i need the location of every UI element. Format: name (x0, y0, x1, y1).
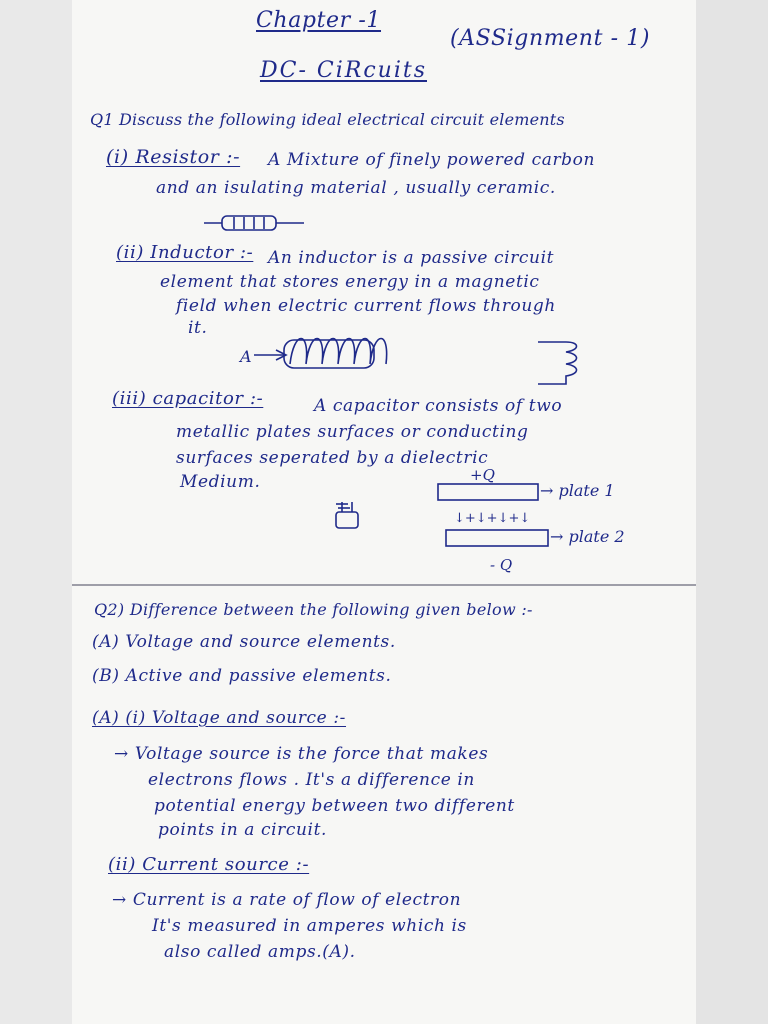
resistor-sketch (204, 216, 304, 230)
resistor-line-1: A Mixture of finely powered carbon (268, 150, 596, 170)
inductor-label: (ii) Inductor :- (116, 242, 254, 263)
voltage-source-line-4: points in a circuit. (158, 820, 328, 840)
current-source-line-2: It's measured in amperes which is (152, 916, 467, 936)
capacitor-line-4: Medium. (180, 472, 261, 492)
page-left-edge (0, 0, 72, 1024)
inductor-terminal-label: A (240, 347, 252, 366)
q2-question: Q2) Difference between the following given below :- (94, 600, 533, 619)
notebook-page (72, 0, 696, 1024)
voltage-source-line-1: → Voltage source is the force that makes (114, 744, 489, 764)
capacitor-plates-sketch (438, 466, 625, 574)
charge-arrows: ↓+↓+↓+↓ (454, 511, 531, 526)
q1-question: Q1 Discuss the following ideal electrical circuit elements (90, 110, 565, 129)
page-right-edge (696, 0, 768, 1024)
plate-1-label: → plate 1 (540, 481, 615, 500)
current-source-label: (ii) Current source :- (108, 854, 310, 875)
capacitor-line-1: A capacitor consists of two (314, 396, 563, 416)
q2-part-b: (B) Active and passive elements. (92, 666, 392, 686)
current-source-line-1: → Current is a rate of flow of electron (112, 890, 462, 910)
inductor-line-4: it. (188, 318, 208, 338)
inductor-symbol-sketch (538, 342, 577, 384)
capacitor-small-sketch (336, 502, 358, 528)
q1-sketches (72, 0, 696, 600)
plus-q-label: +Q (470, 466, 495, 484)
q2-part-a: (A) Voltage and source elements. (92, 632, 396, 652)
current-source-line-3: also called amps.(A). (164, 942, 356, 962)
assignment-title: (ASSignment - 1) (450, 26, 651, 51)
inductor-line-2: element that stores energy in a magnetic (160, 272, 540, 292)
topic-title: DC- CiRcuits (260, 58, 427, 83)
resistor-line-2: and an isulating material , usually ceramic. (156, 178, 556, 198)
plate-2-label: → plate 2 (550, 527, 625, 546)
minus-q-label: - Q (490, 556, 513, 574)
capacitor-line-2: metallic plates surfaces or conducting (176, 422, 529, 442)
inductor-coil-sketch (238, 339, 387, 369)
capacitor-label: (iii) capacitor :- (112, 388, 264, 409)
inductor-line-1: An inductor is a passive circuit (268, 248, 555, 268)
voltage-source-line-3: potential energy between two different (154, 796, 515, 816)
capacitor-line-3: surfaces seperated by a dielectric (176, 448, 489, 468)
voltage-source-label: (A) (i) Voltage and source :- (92, 708, 347, 728)
voltage-source-line-2: electrons flows . It's a difference in (148, 770, 475, 790)
chapter-title: Chapter -1 (256, 8, 382, 33)
resistor-label: (i) Resistor :- (106, 146, 241, 168)
inductor-line-3: field when electric current flows through (176, 296, 556, 316)
